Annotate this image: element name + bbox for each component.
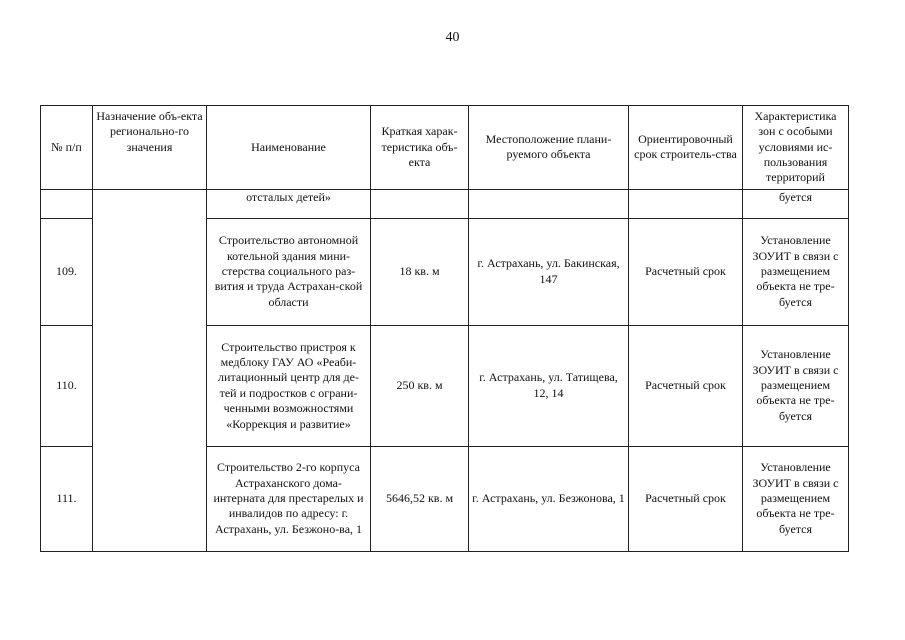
objects-table [40,105,849,552]
cell-location: г. Астрахань, ул. Татищева, 12, 14 [469,325,629,446]
cell-location: г. Астрахань, ул. Бакинская, 147 [469,218,629,325]
header-term: Ориентировочный срок строитель-ства [629,106,743,190]
cell-term: Расчетный срок [629,446,743,551]
cell-name-continuation: отсталых детей» [207,189,371,218]
cell-zones: Установление ЗОУИТ в связи с размещением объекта не тре-буется [743,325,849,446]
cell-location-continuation [469,189,629,218]
cell-num: 111. [41,446,93,551]
cell-zones: Установление ЗОУИТ в связи с размещением объекта не тре-буется [743,446,849,551]
cell-brief: 18 кв. м [371,218,469,325]
cell-num: 109. [41,218,93,325]
cell-term-continuation [629,189,743,218]
cell-num-continuation [41,189,93,218]
header-location: Местоположение плани-руемого объекта [469,106,629,190]
table-header-row [41,106,849,190]
cell-purpose-merged [93,189,207,551]
header-num: № п/п [41,106,93,190]
cell-zones: Установление ЗОУИТ в связи с размещением объекта не тре-буется [743,218,849,325]
cell-name: Строительство 2-го корпуса Астраханского дома-интерната для престарелых и инвалидов по адресу: г. Астрахань, ул. Безжоно-ва, 1 [207,446,371,551]
cell-num: 110. [41,325,93,446]
cell-name: Строительство пристроя к медблоку ГАУ АО «Реаби-литационный центр для де-тей и подростков с ограни-ченными возможностями «Коррекция и развитие» [207,325,371,446]
cell-brief: 250 кв. м [371,325,469,446]
cell-name: Строительство автономной котельной здания мини-стерства социального раз-вития и труда Астрахан-ской области [207,218,371,325]
header-brief: Краткая харак-теристика объ-екта [371,106,469,190]
table-row-continuation [41,189,849,218]
cell-term: Расчетный срок [629,325,743,446]
cell-zones-continuation: буется [743,189,849,218]
page-number: 40 [445,30,460,45]
header-name: Наименование [207,106,371,190]
header-zones: Характеристика зон с особыми условиями ис-пользования территорий [743,106,849,190]
header-purpose: Назначение объ-екта регионально-го значения [93,106,207,190]
cell-brief: 5646,52 кв. м [371,446,469,551]
cell-term: Расчетный срок [629,218,743,325]
cell-brief-continuation [371,189,469,218]
cell-location: г. Астрахань, ул. Безжонова, 1 [469,446,629,551]
